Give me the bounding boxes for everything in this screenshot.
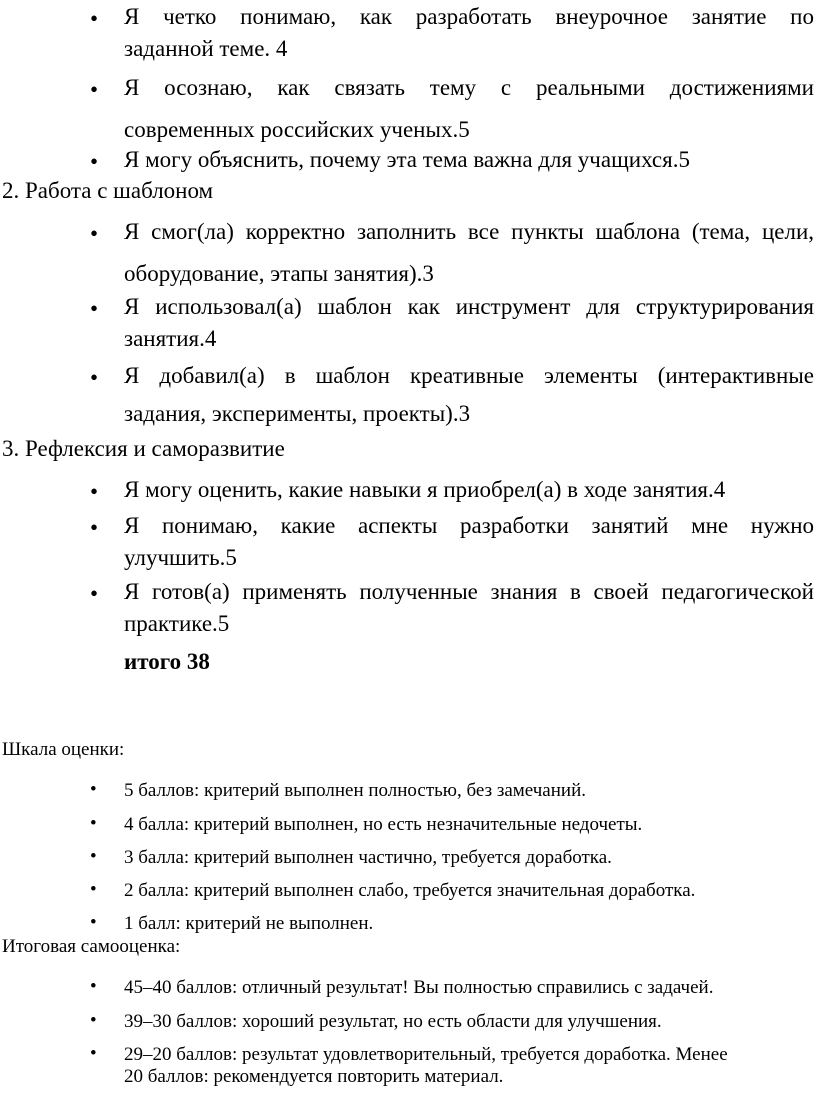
section-heading: 2. Работа с шаблоном <box>2 178 214 203</box>
bullet: • <box>90 515 99 540</box>
scale-item: 1 балл: критерий не выполнен. <box>124 913 374 934</box>
final-item: 45–40 баллов: отличный результат! Вы полностью справились с задачей. <box>124 977 714 998</box>
bullet: • <box>90 365 99 390</box>
final-heading: Итоговая самооценка: <box>2 936 181 957</box>
list-item: Я четко понимаю, как разработать внеурочное занятие по заданной теме. 4 <box>124 4 814 61</box>
scale-heading: Шкала оценки: <box>2 739 125 760</box>
bullet: • <box>90 149 99 174</box>
bullet: • <box>90 77 99 102</box>
bullet: • <box>90 1043 97 1064</box>
final-item: 39–30 баллов: хороший результат, но есть области для улучшения. <box>124 1011 662 1032</box>
bullet: • <box>90 296 99 321</box>
bullet: • <box>90 6 99 31</box>
list-item: Я осознаю, как связать тему с реальными достижениями современных российских ученых.5 <box>124 75 814 142</box>
list-item: Я добавил(а) в шаблон креативные элементы (интерактивные задания, эксперименты, проекты).3 <box>124 363 814 426</box>
bullet: • <box>90 1010 97 1031</box>
scale-item: 2 балла: критерий выполнен слабо, требуется значительная доработка. <box>124 880 696 901</box>
bullet: • <box>90 221 99 246</box>
final-item: 29–20 баллов: результат удовлетворительный, требуется доработка. Менее 20 баллов: рекомендуется повторить материал. <box>124 1044 728 1087</box>
scale-item: 3 балла: критерий выполнен частично, требуется доработка. <box>124 847 612 868</box>
list-item: Я смог(ла) корректно заполнить все пункты шаблона (тема, цели, оборудование, этапы занятия).3 <box>124 219 814 286</box>
section-heading: 3. Рефлексия и саморазвитие <box>2 436 285 461</box>
scale-item: 4 балла: критерий выполнен, но есть незначительные недочеты. <box>124 814 643 835</box>
scale-item: 5 баллов: критерий выполнен полностью, без замечаний. <box>124 780 586 801</box>
total-score: итого 38 <box>124 649 210 674</box>
list-item: Я использовал(а) шаблон как инструмент для структурирования занятия.4 <box>124 294 814 351</box>
list-item: Я могу оценить, какие навыки я приобрел(а) в ходе занятия.4 <box>124 477 726 502</box>
bullet: • <box>90 581 99 606</box>
list-item: Я могу объяснить, почему эта тема важна для учащихся.5 <box>124 147 690 172</box>
bullet: • <box>90 912 97 933</box>
list-item: Я понимаю, какие аспекты разработки занятий мне нужно улучшить.5 <box>124 513 814 570</box>
bullet: • <box>90 479 99 504</box>
bullet: • <box>90 779 97 800</box>
bullet: • <box>90 813 97 834</box>
bullet: • <box>90 879 97 900</box>
bullet: • <box>90 976 97 997</box>
bullet: • <box>90 846 97 867</box>
list-item: Я готов(а) применять полученные знания в своей педагогической практике.5 <box>124 579 814 636</box>
